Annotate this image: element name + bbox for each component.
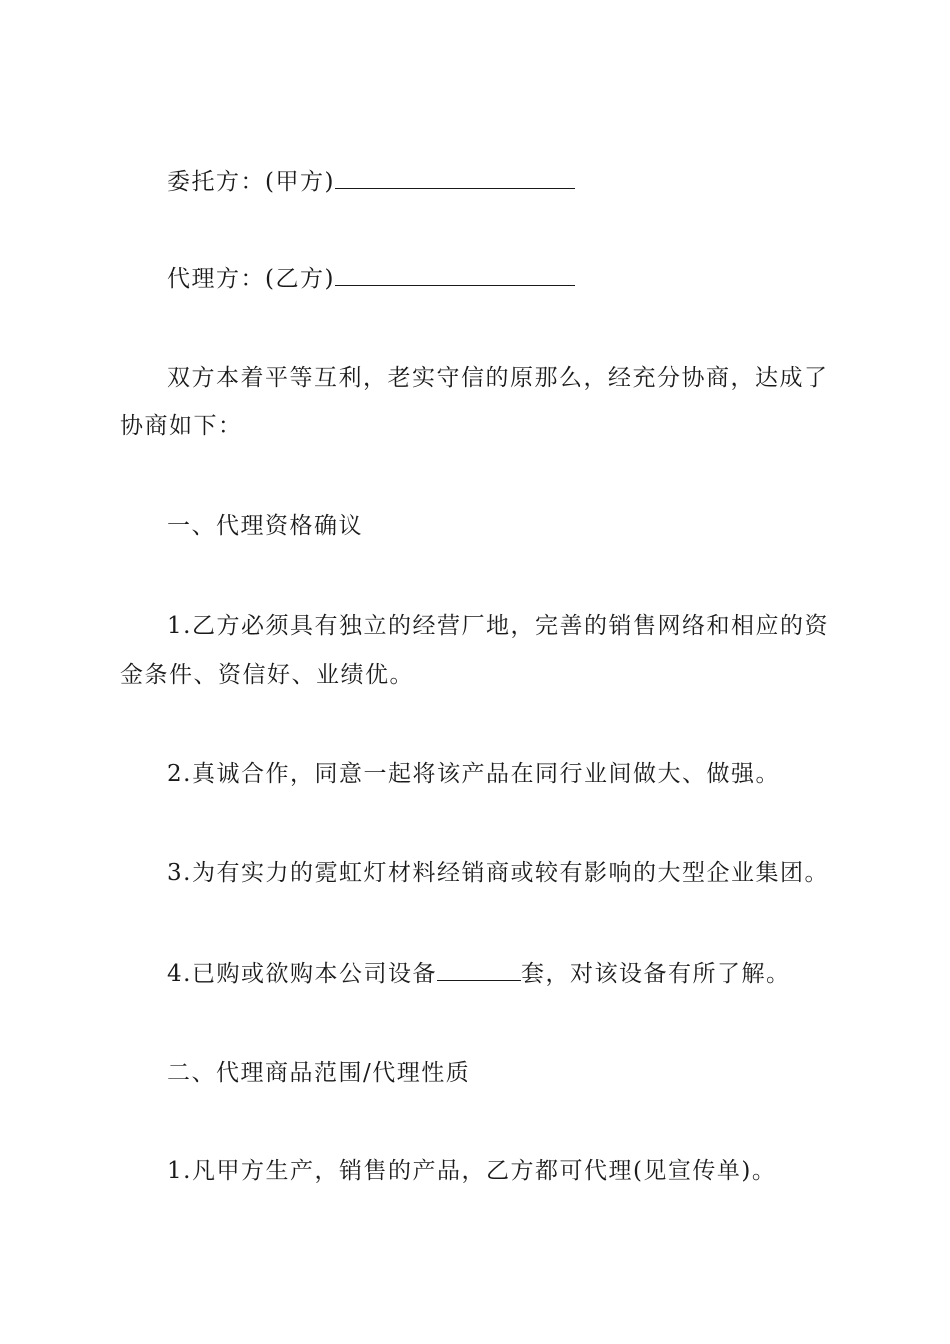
party-b-blank [335,263,575,286]
intro-text-line2: 协商如下： [120,413,243,439]
party-a-line [167,166,877,196]
section1-item3-text: 3.为有实力的霓虹灯材料经销商或较有影响的大型企业集团。 [167,860,829,886]
section2-item1-text: 1.凡甲方生产，销售的产品，乙方都可代理(见宣传单)。 [167,1158,777,1184]
section1-item1-line1 [167,612,877,640]
section1-item4 [167,958,877,988]
section2-item1 [167,1157,877,1185]
section1-heading [167,512,877,540]
section2-heading-text: 二、代理商品范围/代理性质 [167,1060,471,1086]
section1-item2 [167,760,877,788]
section1-item4-text-before: 4.已购或欲购本公司设备 [167,961,437,987]
party-a-blank [335,166,575,189]
section1-item3 [167,859,877,887]
section1-item4-blank [437,958,521,981]
party-b-label: 代理方：(乙方) [167,266,335,292]
section1-heading-text: 一、代理资格确议 [167,513,363,539]
section1-item1-text-line1: 1.乙方必须具有独立的经营厂地，完善的销售网络和相应的资 [167,613,829,639]
intro-paragraph-line1 [167,364,877,392]
party-b-line [167,263,877,293]
party-a-label: 委托方：(甲方) [167,169,335,195]
section1-item4-text-after: 套，对该设备有所了解。 [520,961,791,987]
section1-item1-text-line2: 金条件、资信好、业绩优。 [120,662,414,688]
intro-text-line1: 双方本着平等互利，老实守信的原那么，经充分协商，达成了 [167,365,829,391]
section1-item1-line2 [120,661,830,689]
intro-paragraph-line2 [120,412,830,440]
section1-item2-text: 2.真诚合作，同意一起将该产品在同行业间做大、做强。 [167,761,780,787]
section2-heading [167,1059,877,1087]
